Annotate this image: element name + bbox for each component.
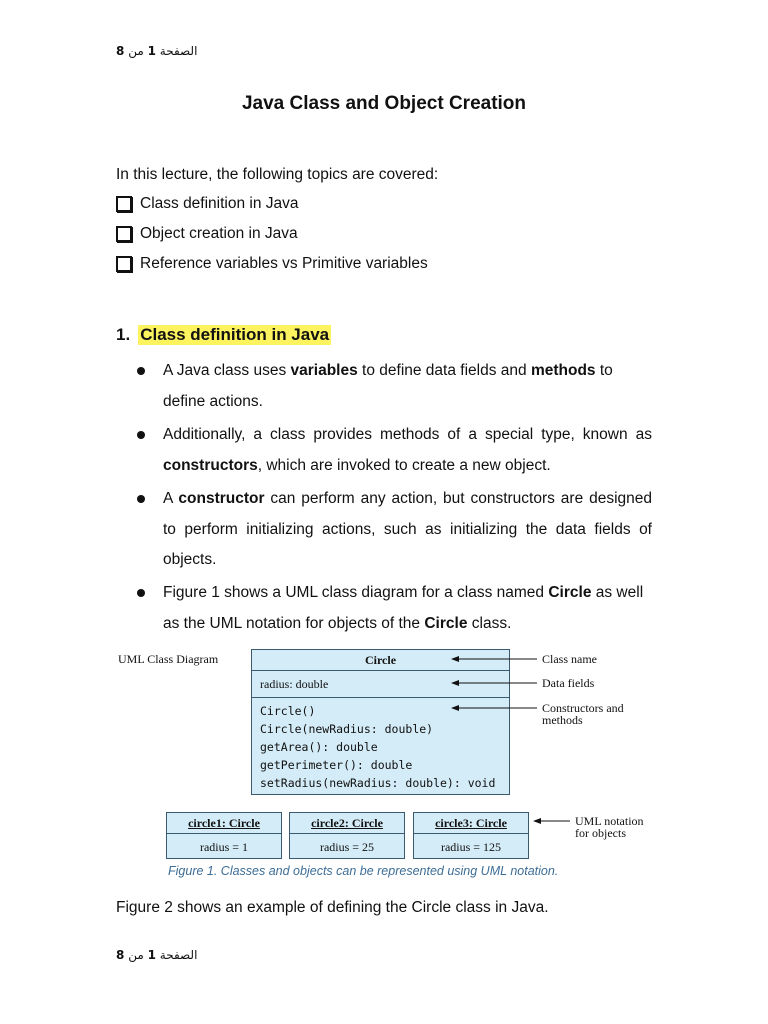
callout-data-fields: Data fields (542, 676, 595, 690)
uml-object-value: radius = 125 (440, 840, 502, 854)
page-total: 8 (116, 948, 125, 962)
callout-uml-notation-line2: for objects (575, 826, 626, 840)
page-total: 8 (116, 44, 125, 58)
bullet-text: Figure 1 shows a UML class diagram for a class named Circle as well as the UML notation for objects of the Circle class. (163, 584, 644, 632)
uml-object-name: circle2: Circle (290, 813, 404, 834)
uml-method: Circle(newRadius: double) (260, 722, 434, 736)
callout-constructors-line1: Constructors and (542, 701, 624, 715)
page-of-label: من (128, 44, 144, 58)
page-label: الصفحة (159, 948, 198, 962)
uml-diagram-label: UML Class Diagram (118, 652, 219, 666)
uml-method: getPerimeter(): double (260, 758, 413, 772)
document-title: Java Class and Object Creation (241, 93, 527, 114)
uml-class-name: Circle (252, 650, 509, 671)
callout-constructors-line2: methods (542, 713, 583, 727)
uml-object-box (166, 812, 282, 859)
topic-label: Object creation in Java (140, 225, 298, 242)
intro-text: In this lecture, the following topics are covered: (116, 166, 439, 183)
uml-class-field: radius: double (252, 671, 509, 698)
page-number-footer (116, 948, 197, 962)
bullet-text: A Java class uses variables to define data fields and methods to define actions. (163, 362, 613, 410)
page-label: الصفحة (159, 44, 198, 58)
bullet-text: Additionally, a class provides methods of a special type, known as constructors, which are invoked to create a new object. (163, 426, 652, 474)
callout-class-name: Class name (542, 652, 597, 666)
uml-method: setRadius(newRadius: double): void (260, 776, 496, 790)
figure2-intro-text: Figure 2 shows an example of defining the Circle class in Java. (116, 899, 549, 916)
uml-method: getArea(): double (260, 740, 378, 754)
section-title: Class definition in Java (140, 325, 330, 344)
uml-object-value: radius = 1 (199, 840, 249, 854)
uml-object-name: circle1: Circle (167, 813, 281, 834)
uml-method: Circle() (260, 704, 316, 718)
topic-label: Class definition in Java (140, 195, 299, 212)
page-current: 1 (147, 44, 156, 58)
uml-object-box (289, 812, 405, 859)
page-of-label: من (128, 948, 144, 962)
uml-object-name: circle3: Circle (414, 813, 528, 834)
uml-object-value: radius = 25 (319, 840, 375, 854)
uml-object-box (413, 812, 529, 859)
topic-label: Reference variables vs Primitive variables (140, 255, 428, 272)
callout-uml-notation-line1: UML notation (575, 814, 644, 828)
figure-caption: Figure 1. Classes and objects can be represented using UML notation. (168, 864, 559, 878)
bullet-text: A constructor can perform any action, but constructors are designed to perform initializing actions, such as initializing the data fields of objects. (163, 490, 652, 568)
page-current: 1 (147, 948, 156, 962)
section-number: 1. (116, 325, 131, 344)
